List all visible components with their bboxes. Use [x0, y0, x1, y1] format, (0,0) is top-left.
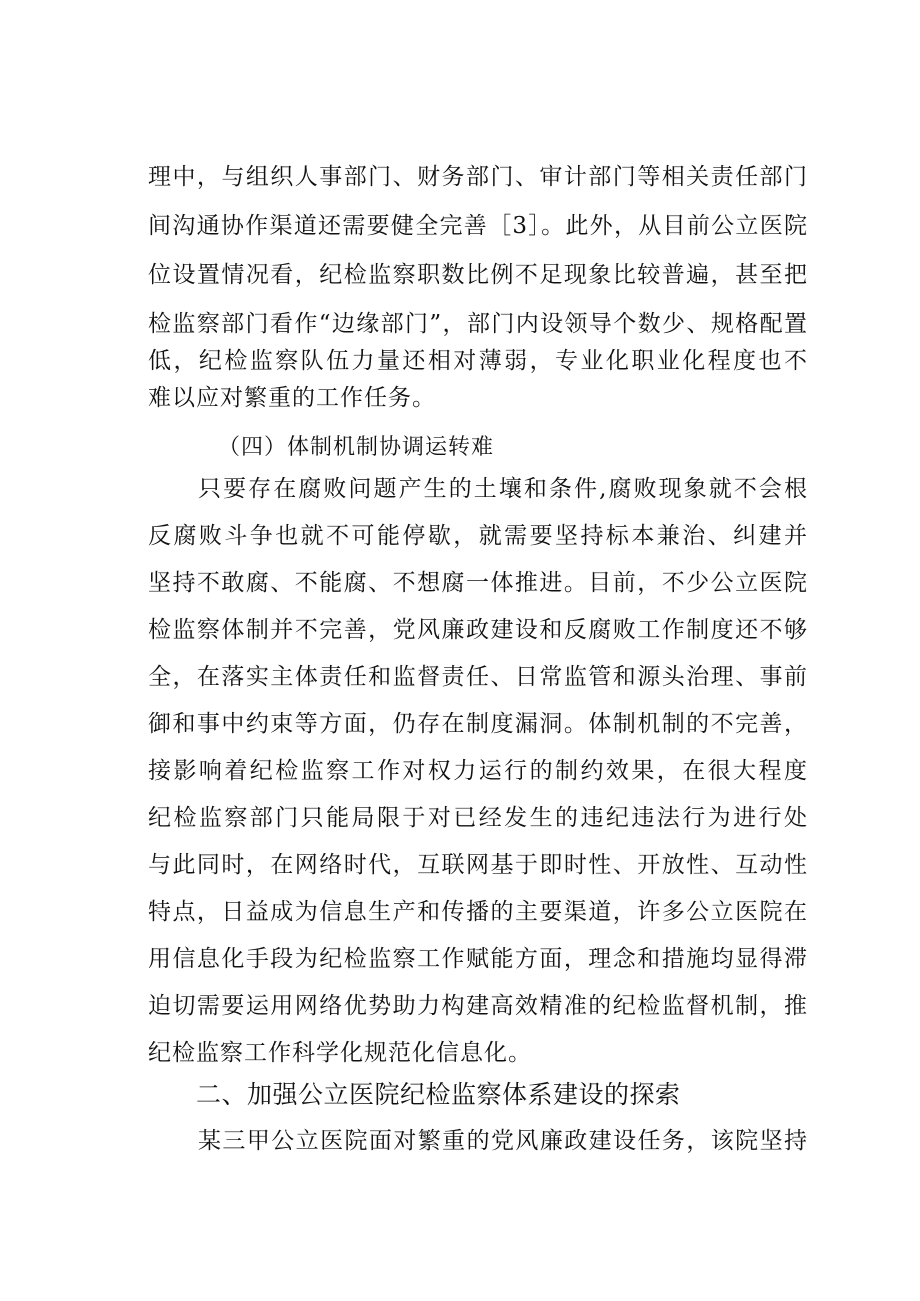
text-line: 全，在落实主体责任和监督责任、日常监管和源头治理、事前 [148, 664, 808, 690]
text-line: 难以应对繁重的工作任务。 [148, 385, 436, 411]
text-line: 接影响着纪检监察工作对权力运行的制约效果，在很大程度 [148, 758, 808, 784]
text-line: 纪检监察部门只能局限于对已经发生的违纪违法行为进行处 [148, 805, 808, 831]
text-line: 理中，与组织人事部门、财务部门、审计部门等相关责任部门 [148, 164, 808, 190]
text-line: 与此同时，在网络时代，互联网基于即时性、开放性、互动性 [148, 852, 808, 878]
text-line: 间沟通协作渠道还需要健全完善［3］。此外，从目前公立医院 [148, 213, 808, 239]
text-line: 御和事中约束等方面，仍存在制度漏洞。体制机制的不完善， [148, 711, 808, 737]
text-line: 某三甲公立医院面对繁重的党风廉政建设任务，该院坚持 [198, 1128, 808, 1154]
text-line: 检监察部门看作“边缘部门”，部门内设领导个数少、规格配置 [148, 311, 808, 337]
text-line: 低，纪检监察队伍力量还相对薄弱，专业化职业化程度也不 [148, 348, 808, 374]
text-line: 用信息化手段为纪检监察工作赋能方面，理念和措施均显得滞 [148, 946, 808, 972]
section-heading: 二、加强公立医院纪检监察体系建设的探索 [196, 1080, 681, 1109]
section-subheading: （四）体制机制协调运转难 [218, 435, 495, 460]
text-line: 检监察体制并不完善，党风廉政建设和反腐败工作制度还不够 [148, 617, 808, 643]
text-line: 只要存在腐败问题产生的土壤和条件,腐败现象就不会根 [198, 476, 808, 502]
text-line: 位设置情况看，纪检监察职数比例不足现象比较普遍，甚至把 [148, 262, 808, 288]
text-line: 反腐败斗争也就不可能停歇，就需要坚持标本兼治、纠建并 [148, 523, 808, 549]
text-line: 纪检监察工作科学化规范化信息化。 [148, 1040, 532, 1066]
text-line: 特点，日益成为信息生产和传播的主要渠道，许多公立医院在 [148, 899, 808, 925]
text-line: 坚持不敢腐、不能腐、不想腐一体推进。目前，不少公立医院 [148, 570, 808, 596]
text-line: 迫切需要运用网络优势助力构建高效精准的纪检监督机制，推 [148, 993, 808, 1019]
